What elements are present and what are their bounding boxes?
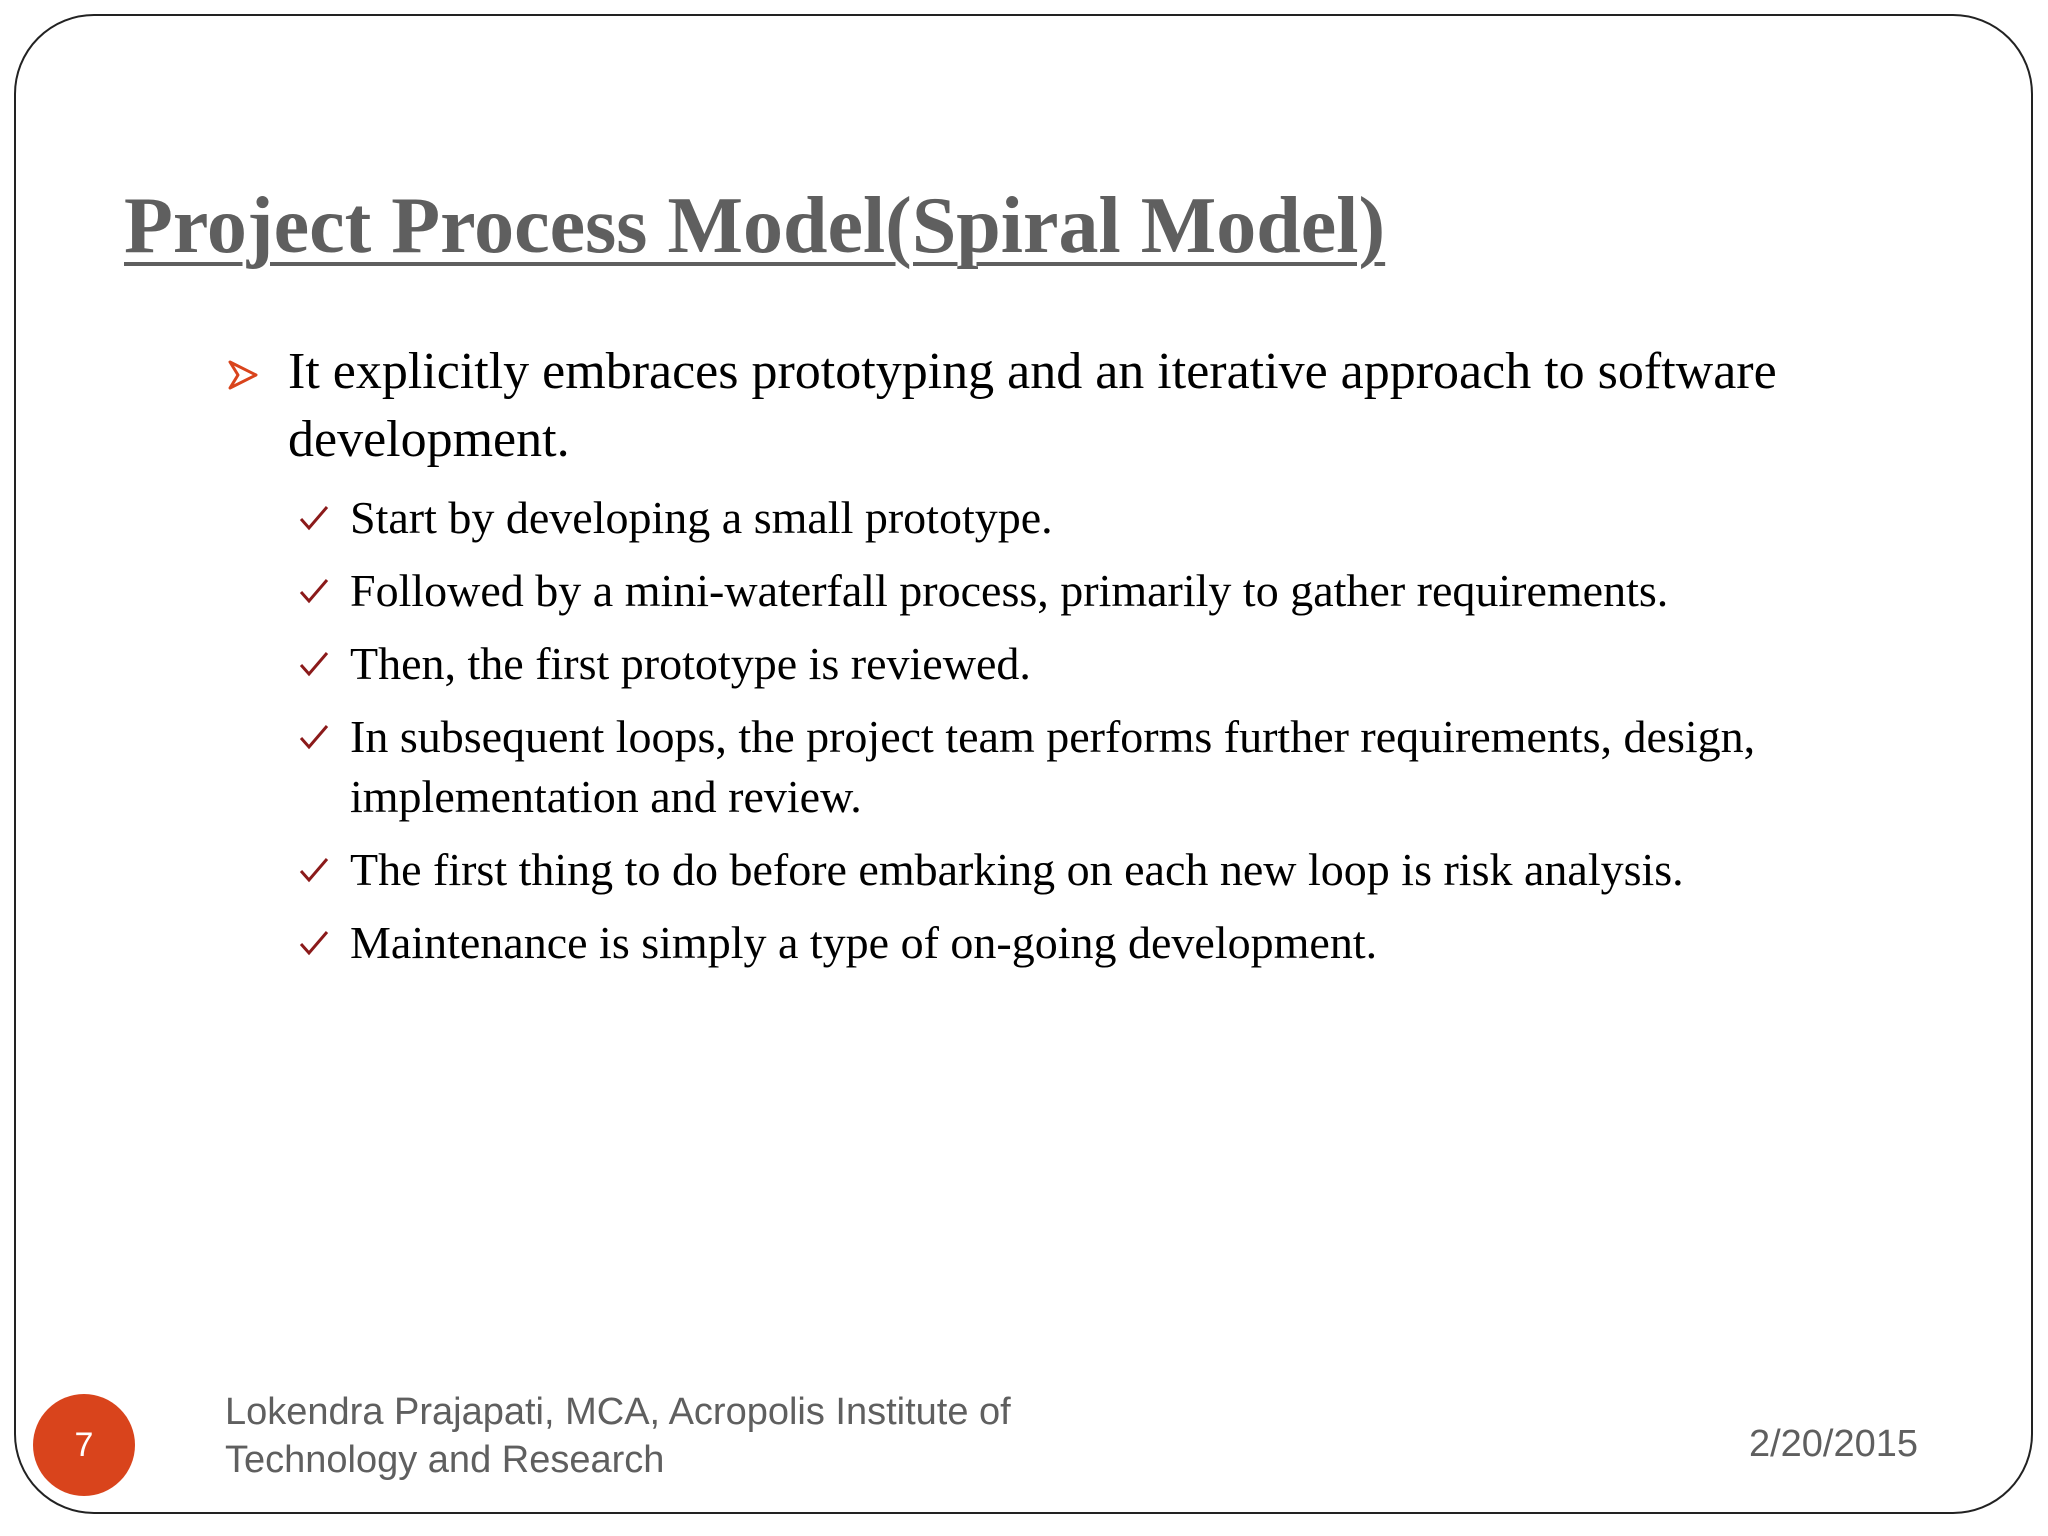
sub-bullet-text: Maintenance is simply a type of on-going development. <box>350 917 1378 968</box>
checkmark-icon <box>296 719 332 755</box>
footer-author: Lokendra Prajapati, MCA, Acropolis Institute of Technology and Research <box>225 1391 1011 1481</box>
list-item <box>350 561 1920 621</box>
main-bullet-text: It explicitly embraces prototyping and an iterative approach to software development. <box>288 343 1777 468</box>
list-item <box>350 634 1920 694</box>
slide-content <box>220 338 1920 986</box>
sub-bullet-text: Start by developing a small prototype. <box>350 492 1053 543</box>
list-item <box>350 840 1920 900</box>
list-item <box>350 913 1920 973</box>
list-item <box>350 707 1920 827</box>
footer-date: 2/20/2015 <box>1748 1423 1918 1465</box>
main-bullet-item <box>220 338 1920 474</box>
list-item <box>350 488 1920 548</box>
checkmark-icon <box>296 573 332 609</box>
sub-bullet-text: In subsequent loops, the project team performs further requirements, design, implementation and review. <box>350 711 1756 822</box>
sub-bullet-text: Followed by a mini-waterfall process, primarily to gather requirements. <box>350 565 1669 616</box>
checkmark-icon <box>296 500 332 536</box>
sub-bullet-text: The first thing to do before embarking on each new loop is risk analysis. <box>350 844 1684 895</box>
checkmark-icon <box>296 646 332 682</box>
sub-bullet-list <box>220 488 1920 973</box>
arrow-bullet-icon <box>228 360 258 390</box>
checkmark-icon <box>296 925 332 961</box>
page-number-badge: 7 <box>33 1394 135 1496</box>
slide-title: Project Process Model(Spiral Model) <box>124 182 1386 270</box>
sub-bullet-text: Then, the first prototype is reviewed. <box>350 638 1031 689</box>
checkmark-icon <box>296 852 332 888</box>
